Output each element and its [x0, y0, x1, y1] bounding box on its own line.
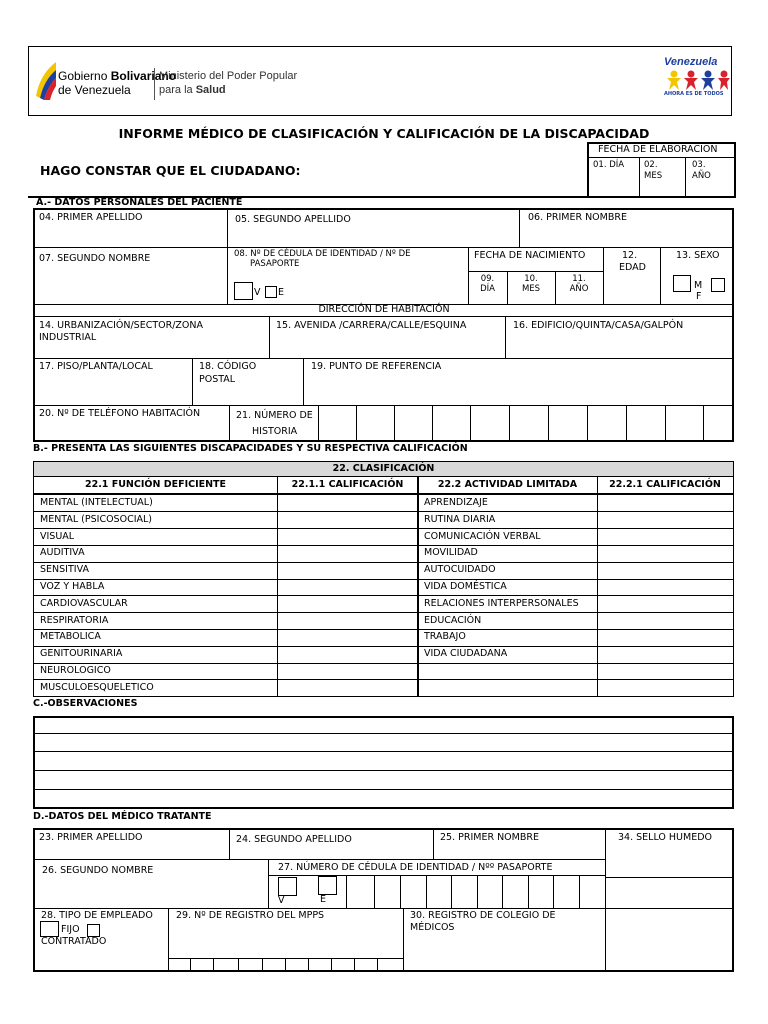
a-r1-v2	[519, 209, 520, 248]
f29-label: 29. Nº DE REGISTRO DEL MPPS	[176, 910, 325, 921]
fecha-dia-input[interactable]	[589, 171, 638, 196]
funcion-row: SENSITIVA	[40, 564, 89, 575]
f30-input[interactable]	[406, 936, 603, 970]
hago-constar-label: HAGO CONSTAR QUE EL CIUDADANO:	[40, 163, 301, 178]
venezuela-slogan: AHORA ES DE TODOS	[664, 91, 724, 97]
f24-label: 24. SEGUNDO APELLIDO	[236, 834, 352, 845]
fecha-ano-label: AÑO	[692, 171, 711, 181]
fecha-mes-input[interactable]	[640, 182, 684, 196]
venezuela-wordmark: Venezuela	[664, 56, 718, 68]
ministry-line2: para la Salud	[159, 84, 226, 96]
actividad-row: EDUCACIÓN	[424, 615, 482, 626]
col-calificacion1-header: 22.1.1 CALIFICACIÓN	[291, 479, 404, 490]
sexo-f-label: F	[696, 291, 702, 302]
f16-label: 16. EDIFICIO/QUINTA/CASA/GALPÓN	[513, 320, 684, 331]
funcion-row: VISUAL	[40, 531, 75, 542]
f12-label-b: EDAD	[619, 262, 646, 273]
section-d-title: D.-DATOS DEL MÉDICO TRATANTE	[33, 811, 212, 822]
f07-label: 07. SEGUNDO NOMBRE	[39, 253, 151, 264]
fecha-nacimiento-label: FECHA DE NACIMIENTO	[474, 250, 586, 261]
f15-label: 15. AVENIDA /CARRERA/CALLE/ESQUINA	[276, 320, 467, 331]
d-r1-v2	[433, 829, 434, 859]
a-r2-v4	[660, 247, 661, 304]
gov-line1: Gobierno Bolivariano	[58, 69, 177, 83]
col-actividad-header: 22.2 ACTIVIDAD LIMITADA	[437, 479, 578, 490]
f04-input[interactable]	[36, 225, 225, 246]
f11-label-b: AÑO	[569, 284, 589, 294]
ministry-line1: Ministerio del Poder Popular	[159, 70, 298, 82]
actividad-row: VIDA DOMÉSTICA	[424, 581, 507, 592]
f16-input[interactable]	[508, 333, 732, 357]
funcion-row: MENTAL (PSICOSOCIAL)	[40, 514, 153, 525]
funcion-row: MENTAL (INTELECTUAL)	[40, 497, 153, 508]
d-sello-rule	[606, 877, 733, 878]
f05-label: 05. SEGUNDO APELLIDO	[235, 214, 351, 225]
actividad-row: VIDA CIUDADANA	[424, 648, 508, 659]
f08-label-a: 08. Nº DE CÉDULA DE IDENTIDAD / Nº DE	[234, 249, 411, 259]
col-calificacion2-header: 22.2.1 CALIFICACIÓN	[609, 479, 721, 490]
f06-input[interactable]	[522, 225, 732, 246]
f18-input[interactable]	[195, 387, 301, 404]
calificacion-actividad-input[interactable]	[599, 495, 732, 695]
f21-label-b: HISTORIA	[252, 426, 298, 437]
actividad-row: APRENDIZAJE	[424, 497, 488, 508]
d-r1-bottom	[34, 859, 605, 860]
contratado-label: CONTRATADO	[41, 936, 107, 947]
f20-input[interactable]	[36, 421, 227, 440]
d-r1-v1	[229, 829, 230, 859]
section-c-title: C.-OBSERVACIONES	[33, 698, 138, 709]
funcion-row: RESPIRATORIA	[40, 615, 109, 626]
sexo-m-label: M	[694, 280, 703, 291]
f27-input[interactable]	[348, 877, 603, 907]
fecha-elaboracion-label: FECHA DE ELABORACIÓN	[598, 144, 718, 155]
a-r4-v2	[303, 358, 304, 405]
actividad-row: RUTINA DIARIA	[424, 514, 496, 525]
fecha-divider	[588, 157, 735, 158]
f30-label-a: 30. REGISTRO DE COLEGIO DE	[410, 910, 556, 921]
direccion-label: DIRECCIÓN DE HABITACIÓN	[318, 304, 450, 315]
f14-label-b: INDUSTRIAL	[39, 332, 97, 343]
f19-input[interactable]	[306, 374, 732, 404]
f20-label: 20. Nº DE TELÉFONO HABITACIÓN	[39, 408, 201, 419]
funcion-row: VOZ Y HABLA	[40, 581, 105, 592]
f18-label-b: POSTAL	[199, 374, 236, 385]
cedula-e-checkbox[interactable]	[265, 286, 277, 298]
cedula-e-label: E	[278, 287, 285, 298]
f10-label-a: 10.	[524, 274, 538, 284]
d-r3-v2	[403, 908, 404, 971]
f34-label: 34. SELLO HUMEDO	[618, 832, 712, 843]
a-r2-fecha-rule	[468, 271, 603, 272]
funcion-row: CARDIOVASCULAR	[40, 598, 128, 609]
actividad-row: AUTOCUIDADO	[424, 564, 496, 575]
f05-input[interactable]	[230, 227, 517, 246]
a-r5-v1	[229, 405, 230, 441]
sello-area[interactable]	[608, 845, 732, 877]
f08-input[interactable]	[290, 272, 466, 302]
d-r3-v1	[168, 908, 169, 971]
gov-logo	[34, 60, 58, 100]
f17-label: 17. PISO/PLANTA/LOCAL	[39, 361, 153, 372]
fecha-mes-label: MES	[644, 171, 663, 181]
a-dir-bottom	[34, 316, 733, 317]
fijo-checkbox[interactable]	[40, 921, 59, 937]
f18-label-a: 18. CÓDIGO	[199, 361, 257, 372]
b-header-rule-1	[34, 476, 733, 477]
f21-input[interactable]	[320, 407, 732, 440]
f21-label-a: 21. NÚMERO DE	[236, 410, 313, 421]
medico-cedula-v-checkbox[interactable]	[278, 877, 297, 896]
fecha-ano-num: 03.	[692, 160, 706, 170]
clasificacion-label: 22. CLASIFICACIÓN	[332, 463, 435, 474]
medico-e-label: E	[320, 894, 327, 905]
f30-label-b: MÉDICOS	[410, 922, 455, 933]
funcion-row: NEUROLOGICO	[40, 665, 111, 676]
f23-label: 23. PRIMER APELLIDO	[39, 832, 143, 843]
a-r1-v1	[227, 209, 228, 248]
calificacion-funcion-input[interactable]	[279, 495, 416, 695]
section-b-title: B.- PRESENTA LAS SIGUIENTES DISCAPACIDADES Y SU RESPECTIVA CALIFICACIÓN	[33, 443, 468, 454]
f23-input[interactable]	[36, 845, 227, 858]
medico-v-label: V	[278, 895, 285, 906]
a-r4-v1	[192, 358, 193, 405]
f04-label: 04. PRIMER APELLIDO	[39, 212, 143, 223]
f26-label: 26. SEGUNDO NOMBRE	[42, 865, 154, 876]
cedula-v-checkbox[interactable]	[234, 282, 253, 300]
f08-label-b: PASAPORTE	[250, 259, 300, 269]
f06-label: 06. PRIMER NOMBRE	[528, 212, 627, 223]
f13-label: 13. SEXO	[676, 250, 720, 261]
historia-cell-1	[318, 405, 319, 441]
sexo-f-checkbox[interactable]	[711, 278, 725, 292]
funcion-row: AUDITIVA	[40, 547, 85, 558]
f28-label: 28. TIPO DE EMPLEADO	[41, 910, 153, 921]
fijo-label: FIJO	[61, 924, 80, 935]
actividad-row: MOVILIDAD	[424, 547, 478, 558]
f14-label-a: 14. URBANIZACIÓN/SECTOR/ZONA	[39, 320, 204, 331]
f19-label: 19. PUNTO DE REFERENCIA	[311, 361, 442, 372]
f11-label-a: 11.	[572, 274, 586, 284]
f09-label-a: 09.	[480, 274, 495, 284]
f14-input[interactable]	[36, 345, 267, 357]
a-r3-v1	[269, 316, 270, 358]
funcion-row: MUSCULOESQUELETICO	[40, 682, 154, 693]
f26-input[interactable]	[36, 878, 266, 907]
page-title: INFORME MÉDICO DE CLASIFICACIÓN Y CALIFICACIÓN DE LA DISCAPACIDAD	[118, 126, 650, 141]
fecha-mes-num: 02.	[644, 160, 658, 170]
f10-label-b: MES	[521, 284, 541, 294]
f25-input[interactable]	[436, 845, 603, 858]
fecha-ano-input[interactable]	[686, 182, 734, 196]
a-r2-v1	[227, 247, 228, 304]
venezuela-logo	[662, 56, 730, 100]
section-a-title: A.- DATOS PERSONALES DEL PACIENTE	[36, 197, 243, 208]
f09-label-b: DÍA	[480, 284, 495, 294]
d-r2-v1	[268, 859, 269, 908]
f12-label-a: 12.	[622, 250, 638, 261]
d-r2-bottom	[34, 908, 733, 909]
funcion-row: GENITOURINARIA	[40, 648, 123, 659]
f15-input[interactable]	[272, 333, 503, 357]
f17-input[interactable]	[36, 374, 190, 404]
f27-label: 27. NÚMERO DE CÉDULA DE IDENTIDAD / Nºº PASAPORTE	[278, 862, 553, 873]
funcion-row: METABOLICA	[40, 631, 101, 642]
actividad-row: TRABAJO	[424, 631, 466, 642]
actividad-row: COMUNICACIÓN VERBAL	[424, 531, 541, 542]
f25-label: 25. PRIMER NOMBRE	[440, 832, 539, 843]
f12-input[interactable]	[606, 276, 658, 302]
people-stars-icon	[666, 69, 730, 91]
header-divider	[154, 68, 155, 100]
observaciones-input[interactable]	[36, 718, 732, 807]
fecha-dia-label: 01. DÍA	[593, 160, 625, 170]
a-r3-bottom	[34, 358, 733, 359]
a-r4-bottom	[34, 405, 733, 406]
a-r3-v2	[505, 316, 506, 358]
actividad-row: RELACIONES INTERPERSONALES	[424, 598, 579, 609]
sexo-m-checkbox[interactable]	[673, 275, 691, 292]
cedula-v-label: V	[254, 287, 261, 298]
medico-cedula-e-checkbox[interactable]	[318, 876, 337, 895]
a-r2-v3	[603, 247, 604, 304]
col-funcion-header: 22.1 FUNCIÓN DEFICIENTE	[84, 479, 227, 490]
venezuela-flag-icon	[34, 60, 58, 100]
d-col-sello	[605, 829, 606, 971]
f24-input[interactable]	[232, 847, 431, 858]
a-r1-bottom	[34, 247, 733, 248]
f29-input[interactable]	[170, 959, 401, 970]
gov-line2: de Venezuela	[58, 83, 131, 97]
d-ced-cell-1	[346, 875, 347, 908]
